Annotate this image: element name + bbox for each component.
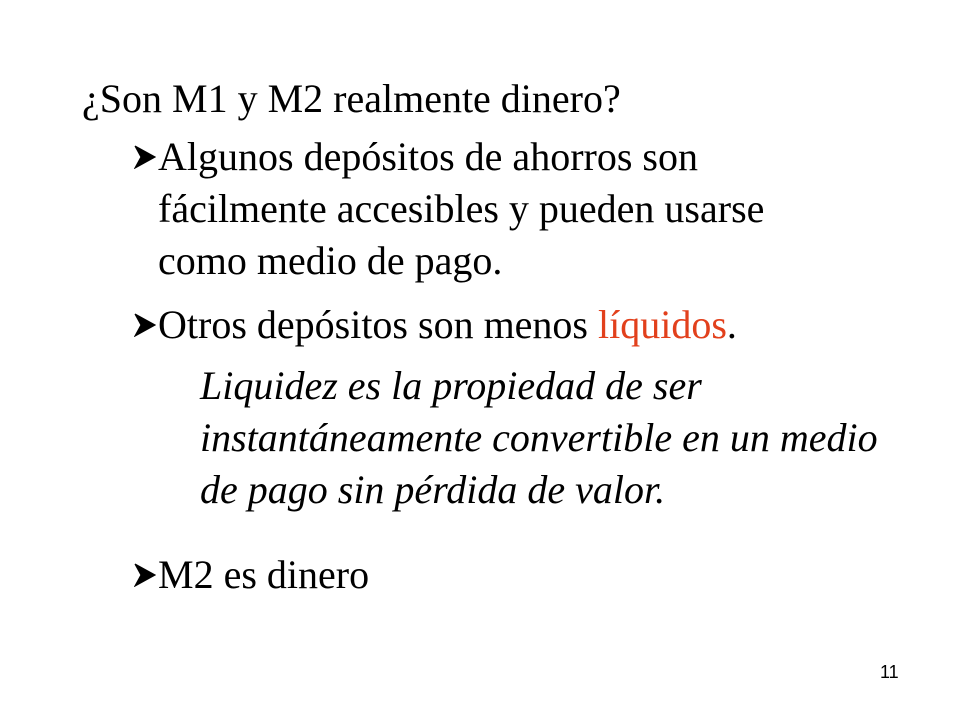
- slide-title: ¿Son M1 y M2 realmente dinero?: [82, 76, 621, 121]
- bullet-text-lead: Otros depósitos son menos: [158, 302, 598, 347]
- bullet-item-savings: [134, 131, 854, 287]
- bullet-item-other-deposits: [134, 299, 854, 351]
- bullet-text: Algunos depósitos de ahorros son fácilmente accesibles y pueden usarse como medio de pago.: [158, 134, 765, 283]
- arrow-bullet-icon: [134, 563, 156, 587]
- bullet-item-m2: [134, 549, 534, 601]
- arrow-bullet-icon: [134, 145, 156, 169]
- liquidity-definition: Liquidez es la propiedad de ser instantáneamente convertible en un medio de pago sin pérdida de valor.: [200, 363, 878, 512]
- bullet-text-end: .: [726, 302, 737, 347]
- arrow-bullet-icon: [134, 313, 156, 337]
- bullet-text: M2 es dinero: [158, 552, 370, 597]
- bullet-text: [158, 299, 737, 351]
- highlight-liquidos: líquidos: [598, 302, 727, 347]
- page-number: 11: [880, 662, 899, 682]
